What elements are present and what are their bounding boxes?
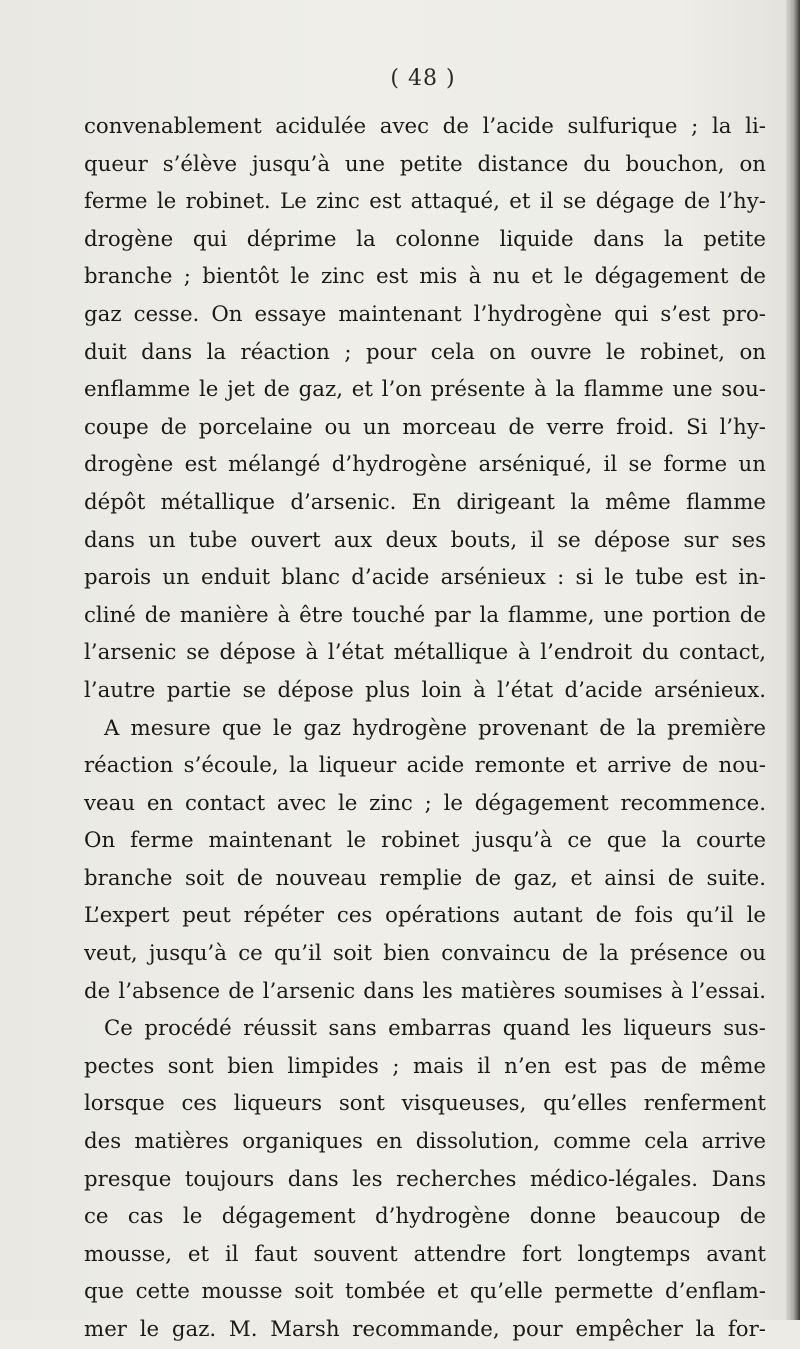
text-line: parois un enduit blanc d’acide arsénieux : si le tube est in- — [84, 565, 766, 591]
text-line: L’expert peut répéter ces opérations autant de fois qu’il le — [84, 903, 766, 929]
text-line: cliné de manière à être touché par la flamme, une portion de — [84, 602, 766, 628]
page-edge-shadow — [786, 0, 800, 1320]
text-line: l’autre partie se dépose plus loin à l’état d’acide arsénieux. — [84, 677, 766, 703]
text-line: ce cas le dégagement d’hydrogène donne beaucoup de — [84, 1204, 766, 1230]
text-line: de l’absence de l’arsenic dans les matières soumises à l’essai. — [84, 978, 766, 1004]
text-line: dépôt métallique d’arsenic. En dirigeant la même flamme — [84, 489, 766, 515]
text-line: gaz cesse. On essaye maintenant l’hydrogène qui s’est pro- — [84, 301, 766, 327]
text-line: A mesure que le gaz hydrogène provenant de la première — [104, 715, 766, 741]
text-line: pectes sont bien limpides ; mais il n’en est pas de même — [84, 1053, 766, 1079]
body-text — [84, 108, 766, 1349]
text-line: Ce procédé réussit sans embarras quand les liqueurs sus- — [104, 1016, 766, 1042]
text-line: lorsque ces liqueurs sont visqueuses, qu’elles renferment — [84, 1091, 766, 1117]
text-line: mousse, et il faut souvent attendre fort longtemps avant — [84, 1241, 766, 1267]
text-line: queur s’élève jusqu’à une petite distance du bouchon, on — [84, 151, 766, 177]
text-line: coupe de porcelaine ou un morceau de verre froid. Si l’hy- — [84, 414, 766, 440]
text-line: presque toujours dans les recherches médico-légales. Dans — [84, 1166, 766, 1192]
text-line: branche soit de nouveau remplie de gaz, et ainsi de suite. — [84, 865, 766, 891]
text-line: On ferme maintenant le robinet jusqu’à ce que la courte — [84, 828, 766, 854]
text-line: des matières organiques en dissolution, comme cela arrive — [84, 1129, 766, 1155]
text-line: dans un tube ouvert aux deux bouts, il se dépose sur ses — [84, 527, 766, 553]
text-line: ferme le robinet. Le zinc est attaqué, et il se dégage de l’hy- — [84, 189, 766, 215]
text-line: branche ; bientôt le zinc est mis à nu et le dégagement de — [84, 264, 766, 290]
text-line: duit dans la réaction ; pour cela on ouvre le robinet, on — [84, 339, 766, 365]
text-line: réaction s’écoule, la liqueur acide remonte et arrive de nou- — [84, 753, 766, 779]
text-line: veau en contact avec le zinc ; le dégagement recommence. — [84, 790, 766, 816]
text-line: mer le gaz. M. Marsh recommande, pour empêcher la for- — [84, 1317, 766, 1342]
text-line: drogène est mélangé d’hydrogène arséniqué, il se forme un — [84, 452, 766, 478]
text-line: enflamme le jet de gaz, et l’on présente à la flamme une sou- — [84, 377, 766, 403]
text-line: drogène qui déprime la colonne liquide dans la petite — [84, 226, 766, 252]
page-number: ( 48 ) — [390, 66, 456, 91]
text-line: convenablement acidulée avec de l’acide sulfurique ; la li- — [84, 114, 766, 139]
text-line: l’arsenic se dépose à l’état métallique à l’endroit du contact, — [84, 640, 766, 666]
text-line: veut, jusqu’à ce qu’il soit bien convaincu de la présence ou — [84, 941, 766, 967]
text-line: que cette mousse soit tombée et qu’elle permette d’enflam- — [84, 1279, 766, 1305]
